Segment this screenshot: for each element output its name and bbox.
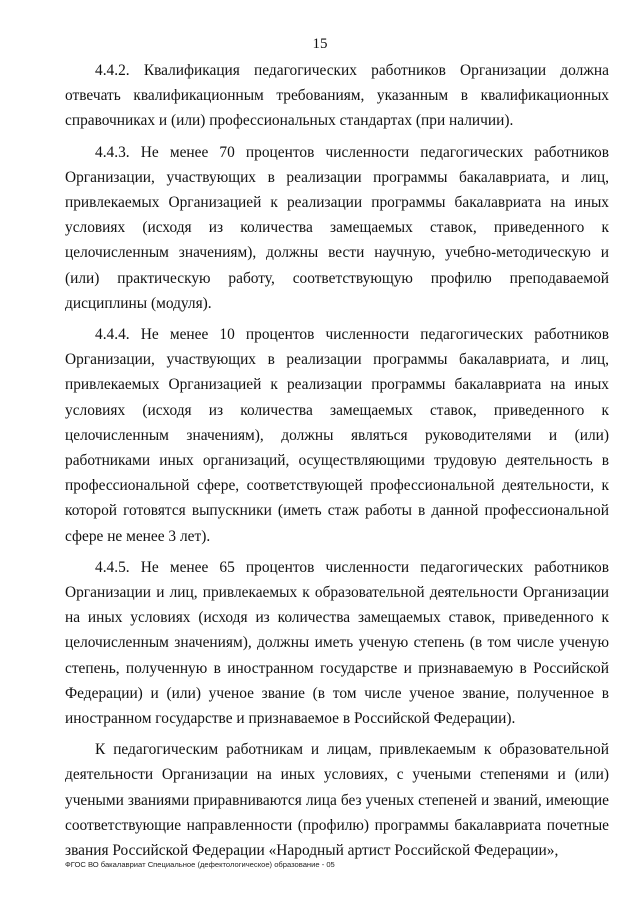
paragraph-4-4-2: 4.4.2. Квалификация педагогических работников Организации должна отвечать квалификационным требованиям, указанным в квалификационных справочниках и (или) профессиональных стандартах (при наличии). [65, 62, 609, 130]
paragraph-4-4-5: 4.4.5. Не менее 65 процентов численности педагогических работников Организации и лиц, привлекаемых к образовательной деятельности Организации на иных условиях (исходя из количества замещаемых ставок, приведенного к целочисленным значениям), должны иметь ученую степень (в том числе ученую степень, полученную в иностранном государстве и признаваемую в Российской Федерации) и (или) ученое звание (в том числе ученое звание, полученное в иностранном государстве и признаваемое в Российской Федерации). [65, 558, 609, 728]
paragraph-4-4-3: 4.4.3. Не менее 70 процентов численности педагогических работников Организации, участвующих в реализации программы бакалавриата, и лиц, привлекаемых Организацией к реализации программы бакалавриата на иных условиях (исходя из количества замещаемых ставок, приведенного к целочисленным значениям), должны вести научную, учебно-методическую и (или) практическую работу, соответствующую профилю преподаваемой дисциплины (модуля). [65, 143, 609, 312]
document-body [65, 58, 609, 869]
page-footer: ФГОС ВО бакалавриат Специальное (дефектологическое) образование - 05 [65, 860, 335, 869]
page-number: 15 [312, 36, 328, 52]
paragraph-4-4-4: 4.4.4. Не менее 10 процентов численности педагогических работников Организации, участвующих в реализации программы бакалавриата, и лиц, привлекаемых Организацией к реализации программы бакалавриата на иных условиях (исходя из количества замещаемых ставок, приведенного к целочисленным значениям), должны являться руководителями и (или) работниками иных организаций, осуществляющими трудовую деятельность в профессиональной сфере, соответствующей профессиональной деятельности, к которой готовятся выпускники (иметь стаж работы в данной профессиональной сфере не менее 3 лет). [65, 326, 609, 545]
paragraph-honorary-titles: К педагогическим работникам и лицам, привлекаемым к образовательной деятельности Организации на иных условиях, с учеными степенями и (или) учеными званиями приравниваются лица без ученых степеней и званий, имеющие соответствующие направленности (профилю) программы бакалавриата почетные звания Российской Федерации «Народный артист Российской Федерации», [65, 741, 609, 860]
